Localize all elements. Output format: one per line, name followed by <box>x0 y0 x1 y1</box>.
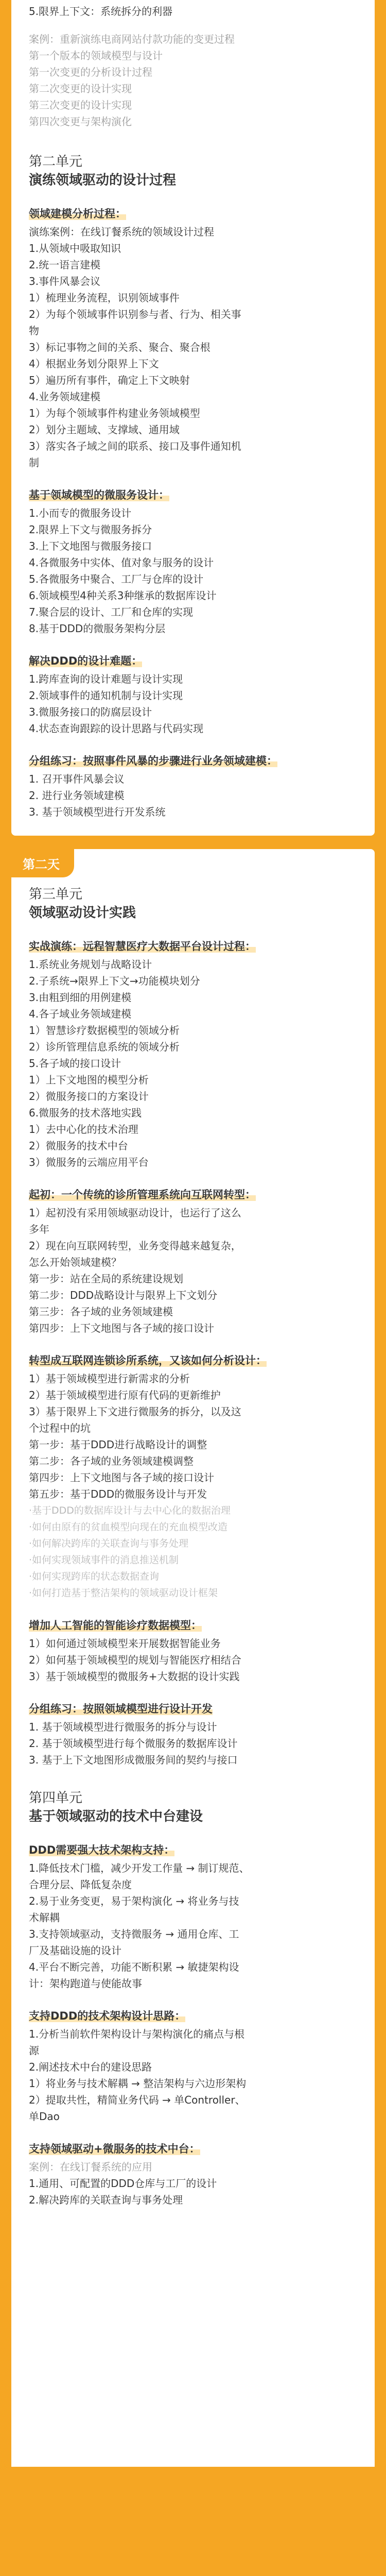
sub-bullet: ·如何打造基于整洁架构的领域驱动设计框架 <box>29 1587 218 1599</box>
section-heading: 解决DDD的设计难题： <box>29 655 143 667</box>
section-heading: 起初：一个传统的诊所管理系统向互联网转型： <box>29 1189 256 1201</box>
case-line: 第二次变更的设计实现 <box>29 82 132 95</box>
case-line: 第三次变更的设计实现 <box>29 99 132 111</box>
list-item: 演练案例：在线订餐系统的领域设计过程 <box>29 226 214 238</box>
section-heading: DDD需要强大技术架构支持： <box>29 1844 175 1856</box>
list-item: 第五步：基于DDD的微服务设计与开发 <box>29 1488 207 1500</box>
sub-bullet: ·如何实现跨库的状态数据查询 <box>29 1571 160 1582</box>
list-item: 术解耦 <box>29 1911 60 1924</box>
list-item: 1.从领域中吸取知识 <box>29 242 121 255</box>
list-item: 1）去中心化的技术治理 <box>29 1123 138 1136</box>
section-heading: 支持DDD的技术架构设计思路： <box>29 2010 186 2022</box>
list-item: 第二步：各子域的业务领域建模调整 <box>29 1455 194 1467</box>
list-item: 源 <box>29 2044 39 2057</box>
list-item: 3. 基于领域模型进行开发系统 <box>29 806 166 818</box>
list-item: 3）标记事物之间的关系、聚合、聚合根 <box>29 341 210 353</box>
list-item: 3）基于领域模型的微服务+大数据的设计实践 <box>29 1670 240 1683</box>
section-heading: 转型成互联网连锁诊所系统，又该如何分析设计： <box>29 1354 267 1367</box>
unit4-title: 第四单元 <box>29 1790 83 1806</box>
list-item: 1）上下文地图的模型分析 <box>29 1074 149 1086</box>
list-item: 第二步：DDD战略设计与限界上下文划分 <box>29 1289 218 1301</box>
section-heading: 分组练习：按照领域模型进行设计开发 <box>29 1703 213 1715</box>
list-item: 多年 <box>29 1223 49 1235</box>
list-item: 1）为每个领域事件构建业务领域模型 <box>29 407 200 419</box>
list-item: 单Dao <box>29 2110 60 2123</box>
list-item: 合理分层、降低复杂度 <box>29 1878 132 1891</box>
list-item: 2.解决跨库的关联查询与事务处理 <box>29 2194 183 2206</box>
unit3-title: 第三单元 <box>29 887 83 902</box>
list-item: 7.聚合层的设计、工厂和仓库的实现 <box>29 606 194 618</box>
list-item: 个过程中的坑 <box>29 1422 91 1434</box>
list-item: 2）微服务接口的方案设计 <box>29 1090 149 1103</box>
sub-bullet: ·如何由原有的贫血模型向现在的充血模型改造 <box>29 1521 228 1533</box>
top-item: 5.限界上下文：系统拆分的利器 <box>29 5 173 18</box>
list-item: 1.小而专的微服务设计 <box>29 507 132 519</box>
list-item: 2）如何基于领域模型的规划与智能医疗相结合 <box>29 1654 241 1666</box>
list-item: 8.基于DDD的微服务架构分层 <box>29 622 166 635</box>
case-line: 第一个版本的领域模型与设计 <box>29 49 163 62</box>
unit4-subtitle: 基于领域驱动的技术中台建设 <box>29 1809 203 1824</box>
list-item: 3. 基于上下文地图形成微服务间的契约与接口 <box>29 1754 238 1766</box>
list-item: 物 <box>29 325 39 337</box>
list-item: 1.降低技术门槛，减少开发工作量 → 制订规范、 <box>29 1862 250 1874</box>
list-item: 1）智慧诊疗数据模型的领域分析 <box>29 1024 180 1037</box>
list-item: 1）如何通过领域模型来开展数据智能业务 <box>29 1637 221 1650</box>
case-line: 第四次变更与架构演化 <box>29 115 132 128</box>
list-item: 3.上下文地图与微服务接口 <box>29 540 152 552</box>
unit2-title: 第二单元 <box>29 154 83 170</box>
list-item: 6.微服务的技术落地实践 <box>29 1107 142 1119</box>
list-item: 计：架构跑道与使能故事 <box>29 1977 142 1990</box>
list-item: 3）微服务的云端应用平台 <box>29 1156 149 1168</box>
list-item: 第一步：站在全局的系统建设规划 <box>29 1273 183 1285</box>
list-item: 第三步：各子域的业务领域建模 <box>29 1306 173 1318</box>
case-line: 案例：重新演练电商网站付款功能的变更过程 <box>29 33 235 45</box>
list-item: 1）基于领域模型进行新需求的分析 <box>29 1372 190 1385</box>
section-heading: 支持领域驱动+微服务的技术中台： <box>29 2143 200 2155</box>
list-item: 3.微服务接口的防腐层设计 <box>29 706 152 718</box>
list-item: 5）遍历所有事件，确定上下文映射 <box>29 374 190 386</box>
list-item: 制 <box>29 456 39 469</box>
list-item: 第四步：上下文地图与各子域的接口设计 <box>29 1322 214 1334</box>
list-item: 4.状态查询跟踪的设计思路与代码实现 <box>29 722 204 735</box>
section-heading: 分组练习：按照事件风暴的步骤进行业务领域建模： <box>29 755 277 767</box>
list-item: 3.事件风暴会议 <box>29 275 101 287</box>
list-item: 第一步：基于DDD进行战略设计的调整 <box>29 1438 207 1451</box>
list-item: 2. 基于领域模型进行每个微服务的数据库设计 <box>29 1737 238 1750</box>
list-item: 3）落实各子域之间的联系、接口及事件通知机 <box>29 440 241 452</box>
list-item: 1.分析当前软件架构设计与架构演化的痛点与根 <box>29 2028 245 2040</box>
list-item: 1.系统业务规划与战略设计 <box>29 958 152 971</box>
list-item: 2.领域事件的通知机制与设计实现 <box>29 689 183 702</box>
list-item: 1）梳理业务流程，识别领域事件 <box>29 292 180 304</box>
list-item: 2）微服务的技术中台 <box>29 1140 128 1152</box>
sub-bullet: ·如何解决跨库的关联查询与事务处理 <box>29 1538 189 1549</box>
list-item: 1）起初没有采用领域驱动设计，也运行了这么 <box>29 1207 241 1219</box>
list-item: 2）提取共性，精简业务代码 → 单Controller、 <box>29 2094 245 2106</box>
list-item: 2.子系统→限界上下文→功能模块划分 <box>29 975 200 987</box>
sub-bullet: ·如何实现领域事件的消息推送机制 <box>29 1554 179 1566</box>
sub-bullet: ·基于DDD的数据库设计与去中心化的数据治理 <box>29 1505 231 1516</box>
list-item: 4）根据业务划分限界上下文 <box>29 358 159 370</box>
list-item: 2. 进行业务领域建模 <box>29 789 125 802</box>
day-tab: 第二天 <box>11 849 74 877</box>
list-item: 第四步：上下文地图与各子域的接口设计 <box>29 1471 214 1484</box>
list-item: 厂及基础设施的设计 <box>29 1944 121 1957</box>
section-heading: 领域建模分析过程： <box>29 208 126 220</box>
list-item: 1）将业务与技术解耦 → 整洁架构与六边形架构 <box>29 2077 247 2090</box>
list-item: 6.领域模型4种关系3种继承的数据库设计 <box>29 589 217 602</box>
section-heading: 实战演练：远程智慧医疗大数据平台设计过程： <box>29 940 256 953</box>
list-item: 4.各子域业务领域建模 <box>29 1008 132 1020</box>
list-item: 1. 基于领域模型进行微服务的拆分与设计 <box>29 1721 217 1733</box>
list-item: 2）基于领域模型进行原有代码的更新维护 <box>29 1389 221 1401</box>
course-card-day2 <box>11 849 375 2467</box>
list-item: 2）诊所管理信息系统的领域分析 <box>29 1041 180 1053</box>
list-item: 2.易于业务变更，易于架构演化 → 将业务与技 <box>29 1895 239 1907</box>
list-item: 5.各子域的接口设计 <box>29 1057 121 1070</box>
list-item: 怎么开始领域建模？ <box>29 1256 121 1268</box>
list-item: 2.限界上下文与微服务拆分 <box>29 523 152 536</box>
list-item: 2）现在向互联网转型，业务变得越来越复杂， <box>29 1240 241 1252</box>
list-item: 3）基于限界上下文进行微服务的拆分，以及这 <box>29 1405 241 1418</box>
course-card-day1-continued <box>11 0 375 836</box>
list-item: 2）划分主题域、支撑域、通用域 <box>29 423 180 436</box>
list-item: 2）为每个领域事件识别参与者、行为、相关事 <box>29 308 241 320</box>
list-item: 1.通用、可配置的DDD仓库与工厂的设计 <box>29 2177 217 2190</box>
list-item: 1. 召开事件风暴会议 <box>29 773 125 785</box>
section-heading: 增加人工智能的智能诊疗数据模型： <box>29 1619 202 1632</box>
section-heading: 基于领域模型的微服务设计： <box>29 489 169 501</box>
list-item: 1.跨库查询的设计难题与设计实现 <box>29 673 183 685</box>
list-item: 3.支持领域驱动，支持微服务 → 通用仓库、工 <box>29 1928 239 1940</box>
list-item: 2.阐述技术中台的建设思路 <box>29 2061 152 2073</box>
unit2-subtitle: 演练领域驱动的设计过程 <box>29 173 177 188</box>
case-line: 案例：在线订餐系统的应用 <box>29 2161 152 2173</box>
list-item: 5.各微服务中聚合、工厂与仓库的设计 <box>29 573 204 585</box>
list-item: 3.由粗到细的用例建模 <box>29 991 132 1004</box>
case-line: 第一次变更的分析设计过程 <box>29 66 152 78</box>
list-item: 4.平台不断完善，功能不断积累 → 敏捷架构设 <box>29 1961 239 1973</box>
list-item: 2.统一语言建模 <box>29 259 101 271</box>
unit3-subtitle: 领域驱动设计实践 <box>29 905 136 921</box>
list-item: 4.各微服务中实体、值对象与服务的设计 <box>29 556 214 569</box>
list-item: 4.业务领域建模 <box>29 391 101 403</box>
